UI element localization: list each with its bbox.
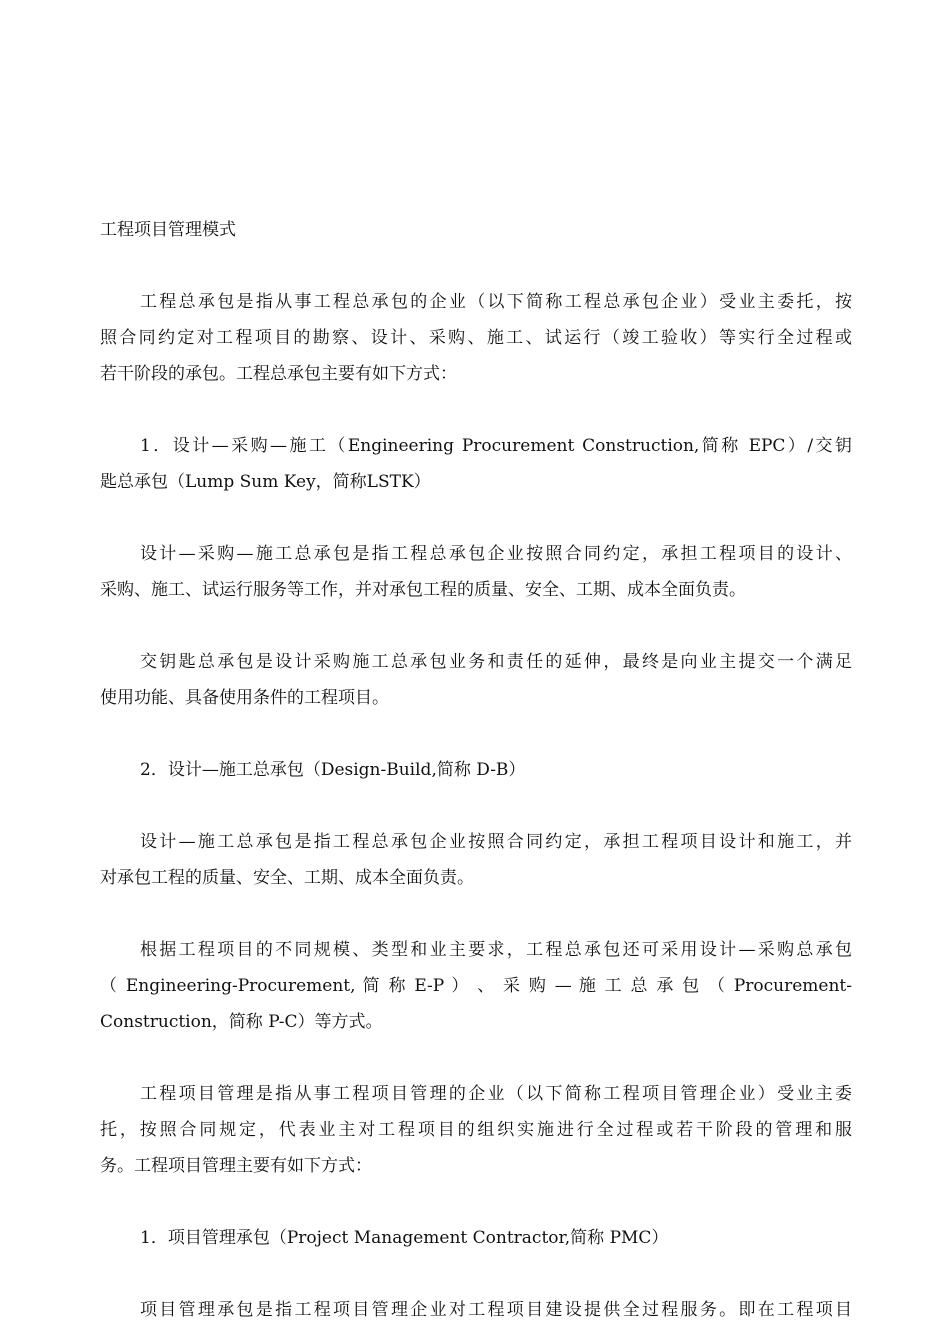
paragraph-line: 若干阶段的承包。工程总承包主要有如下方式： [100, 364, 457, 384]
spacer [100, 1184, 852, 1220]
paragraph-design-build-definition [100, 824, 852, 896]
paragraph-epc-definition [100, 536, 852, 608]
paragraph-other-methods [100, 932, 852, 1040]
spacer [100, 788, 852, 824]
spacer [100, 896, 852, 932]
paragraph-pmc-definition [100, 1292, 852, 1328]
paragraph-line: 项目管理承包是指工程项目管理企业对工程项目建设提供全过程服务。即在工程项目 [140, 1300, 852, 1320]
paragraph-line: 使用功能、具备使用条件的工程项目。 [100, 688, 389, 708]
paragraph-line: 根据工程项目的不同规模、类型和业主要求，工程总承包还可采用设计—采购总承包 [140, 940, 852, 960]
paragraph-line: 设计—施工总承包是指工程总承包企业按照合同约定，承担工程项目设计和施工，并 [140, 832, 852, 852]
paragraph-line: 1．项目管理承包（Project Management Contractor,简称 PMC） [140, 1228, 669, 1248]
spacer [100, 608, 852, 644]
paragraph-line: 照合同约定对工程项目的勘察、设计、采购、施工、试运行（竣工验收）等实行全过程或 [100, 328, 852, 348]
paragraph-turnkey-definition [100, 644, 852, 716]
paragraph-general-contracting [100, 284, 852, 392]
heading-epc [100, 428, 852, 500]
spacer [100, 716, 852, 752]
heading-design-build [100, 752, 852, 788]
paragraph-line: 采购、施工、试运行服务等工作，并对承包工程的质量、安全、工期、成本全面负责。 [100, 580, 746, 600]
paragraph-line: （ Engineering-Procurement, 简 称 E-P ） 、 采 购 — 施 工 总 承 包 （ Procurement- [100, 976, 852, 996]
paragraph-project-management [100, 1076, 852, 1184]
spacer [100, 1256, 852, 1292]
paragraph-line: 务。工程项目管理主要有如下方式： [100, 1156, 372, 1176]
spacer [100, 1040, 852, 1076]
paragraph-line: 工程项目管理是指从事工程项目管理的企业（以下简称工程项目管理企业）受业主委 [140, 1084, 852, 1104]
paragraph-line: 交钥匙总承包是设计采购施工总承包业务和责任的延伸，最终是向业主提交一个满足 [140, 652, 852, 672]
paragraph-line: 对承包工程的质量、安全、工期、成本全面负责。 [100, 868, 474, 888]
spacer [100, 500, 852, 536]
document-title: 工程项目管理模式 [100, 220, 236, 240]
paragraph-line: 工程总承包是指从事工程总承包的企业（以下简称工程总承包企业）受业主委托，按 [140, 292, 852, 312]
paragraph-line: 1．设计—采购—施工（Engineering Procurement Construction,简称 EPC）/交钥 [140, 436, 852, 456]
paragraph-line: 托，按照合同规定，代表业主对工程项目的组织实施进行全过程或若干阶段的管理和服 [100, 1120, 852, 1140]
paragraph-line: 2．设计—施工总承包（Design-Build,简称 D-B） [140, 760, 526, 780]
paragraph-line: Construction，简称 P-C）等方式。 [100, 1012, 383, 1032]
spacer [100, 392, 852, 428]
paragraph-line: 匙总承包（Lump Sum Key，简称LSTK） [100, 472, 431, 492]
document-page [100, 212, 852, 1328]
paragraph-line: 设计—采购—施工总承包是指工程总承包企业按照合同约定，承担工程项目的设计、 [140, 544, 852, 564]
spacer [100, 248, 852, 284]
heading-pmc [100, 1220, 852, 1256]
